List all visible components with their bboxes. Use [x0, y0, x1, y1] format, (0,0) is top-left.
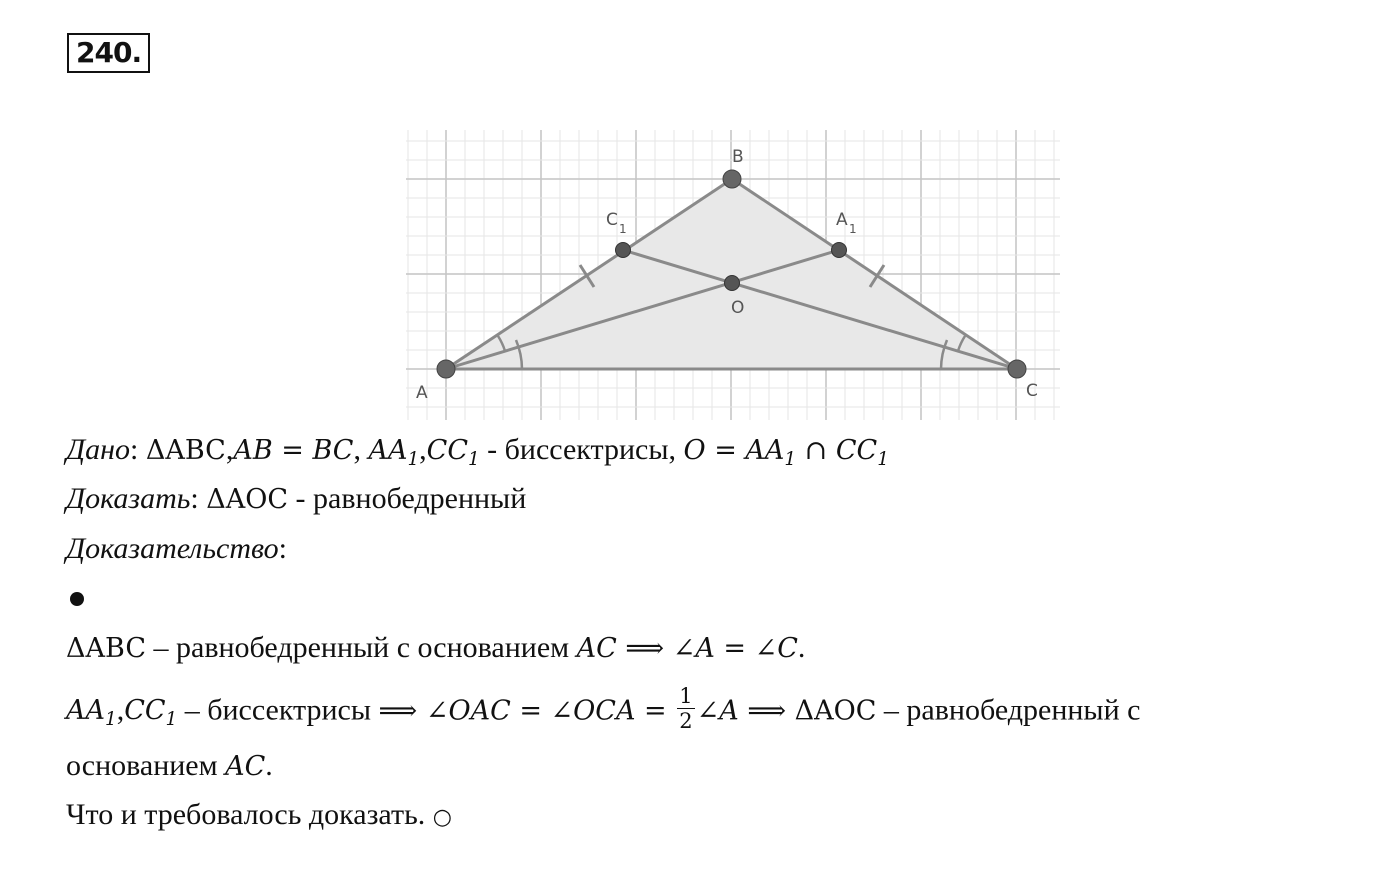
- bullet-point: [70, 592, 84, 606]
- prove-text: - равнобедренный: [288, 482, 527, 515]
- proof-step-3: основанием AC.: [66, 749, 273, 782]
- given-triangle: ΔABC: [145, 435, 226, 466]
- given-intersection: $O = AA_1$: [683, 435, 797, 470]
- point-o: [725, 276, 740, 291]
- point-c1: [616, 243, 631, 258]
- label-a: A: [416, 383, 428, 403]
- label-a1: A: [836, 210, 848, 230]
- point-a1: [832, 243, 847, 258]
- conclusion-line: Что и требовалось доказать. ○: [66, 798, 452, 831]
- given-cc1: $CC_1$: [426, 435, 480, 470]
- prove-triangle: ΔAOC: [206, 484, 289, 515]
- point-b: [723, 170, 741, 188]
- point-c: [1008, 360, 1026, 378]
- given-aa1: $AA_1$: [368, 435, 420, 470]
- prove-line: Доказать: ΔAOC - равнобедренный: [66, 482, 527, 515]
- given-line: Дано: ΔABC,AB = BC, $AA_1,CC_1$ - биссектрисы, $O = AA_1$ ∩ $CC_1$: [66, 433, 889, 470]
- label-a1-sub: 1: [849, 222, 857, 236]
- end-of-proof-mark: ○: [432, 805, 452, 830]
- proof-label: Доказательство: [66, 532, 279, 565]
- proof-heading: Доказательство:: [66, 532, 287, 565]
- prove-label: Доказать: [66, 482, 191, 515]
- point-a: [437, 360, 455, 378]
- label-b: B: [732, 147, 744, 167]
- label-c1: C: [606, 210, 618, 230]
- proof-step-2: $AA_1,CC_1$ – биссектрисы ⟹ ∠OAC = ∠OCA = $\frac{1}{2}$ ∠A ⟹ ΔAOC – равнобедренный с: [66, 684, 1141, 733]
- problem-number: 240.: [67, 33, 150, 73]
- label-c1-sub: 1: [619, 222, 627, 236]
- geometry-diagram: [406, 130, 1060, 420]
- label-c: C: [1026, 381, 1038, 401]
- given-equality: AB = BC: [233, 435, 354, 466]
- given-label: Дано: [66, 433, 130, 466]
- fraction-one-half: $\frac{1}{2}$: [679, 684, 693, 733]
- label-o: O: [731, 298, 745, 318]
- proof-step-1: ΔABC – равнобедренный с основанием AC ⟹ ∠A = ∠C.: [66, 631, 806, 664]
- given-text: - биссектрисы,: [479, 433, 684, 466]
